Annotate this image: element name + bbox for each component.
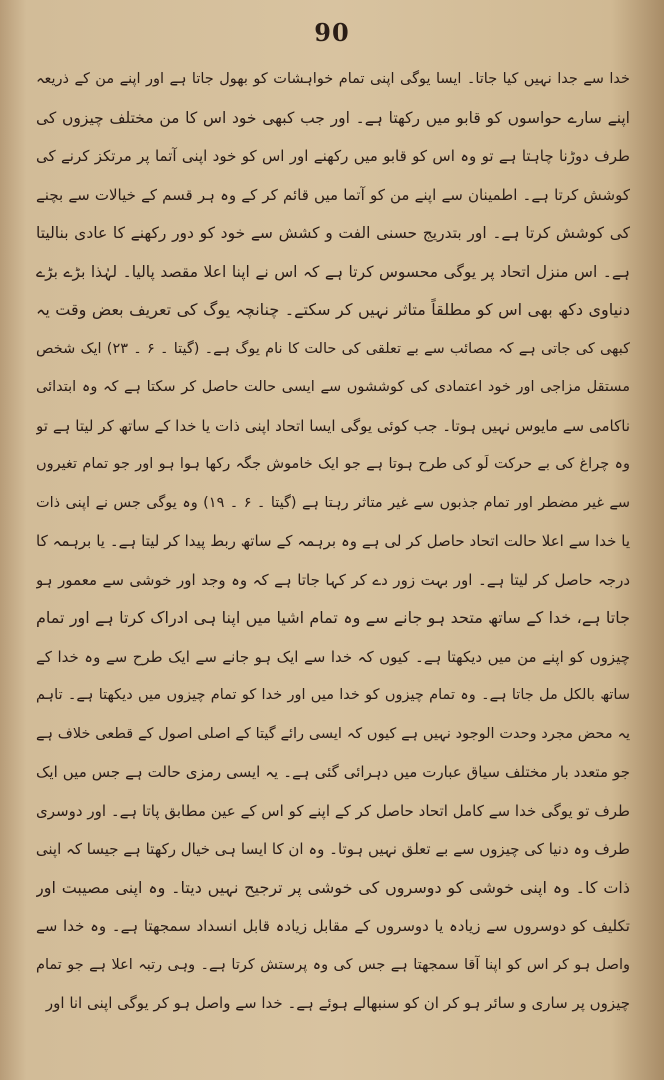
text-line: چیزوں کو اپنے من میں دیکھتا ہے۔ کیوں کہ خدا سے ایک ہو جانے سے ایک طرح سے وہ خدا کے xyxy=(36,647,630,666)
text-line: جاتا ہے، خدا کے ساتھ متحد ہو جانے سے وہ تمام اشیا میں اپنا ہی ادراک کرتا ہے اور تمام xyxy=(36,608,630,627)
text-line: وہ چراغ کی بے حرکت لَو کی طرح ہوتا ہے جو ایک خاموش جگہ رکھا ہوا ہو اور جو تمام تغیروں xyxy=(36,456,630,472)
page-number: 90 xyxy=(314,18,350,47)
text-line: چیزوں پر ساری و سائر ہو کر ان کو سنبھالے ہوئے ہے۔ خدا سے واصل ہو کر یوگی اپنی انا اور xyxy=(45,994,630,1012)
text-line: خدا سے جدا نہیں کیا جاتا۔ ایسا یوگی اپنی تمام خواہشات کو بھول جاتا ہے اور اپنے من کے ذریعہ xyxy=(36,71,630,87)
text-line: ناکامی سے مایوس نہیں ہوتا۔ جب کوئی یوگی ایسا اتحاد اپنی ذات یا خدا کے ساتھ کر لیتا ہے تو xyxy=(36,416,630,435)
text-line: واصل ہو کر اس کو اپنا آقا سمجھتا ہے جس کی وہ پرستش کرتا ہے۔ وہی رتبہ اعلا ہے جو تمام xyxy=(36,956,630,973)
text-line: درجہ حاصل کر لیتا ہے۔ اور بہت زور دے کر کہا جاتا ہے کہ وہ وجد اور خوشی سے معمور ہو xyxy=(36,570,630,589)
text-line: اپنے سارے حواسوں کو قابو میں رکھتا ہے۔ اور جب کبھی خود اس کا من مختلف چیزوں کی xyxy=(36,108,630,127)
text-line: طرف دوڑنا چاہتا ہے تو وہ اس کو قابو میں رکھنے اور اس کو خود اپنی آتما پر مرتکز کرنے کی xyxy=(36,147,630,165)
text-line: دنیاوی دکھ بھی اس کو مطلقاً متاثر نہیں کر سکتے۔ چنانچہ یوگ کی تعریف بعض وقت یہ xyxy=(36,300,630,319)
text-line: سے غیر مضطر اور تمام جذبوں سے غیر متاثر رہتا ہے (گیتا ۔ ۶ ۔ ۱۹) وہ یوگی جس نے اپنی ذات xyxy=(36,494,630,511)
text-line: ساتھ بالکل مل جاتا ہے۔ وہ تمام چیزوں کو خدا میں اور خدا کو تمام چیزوں میں دیکھتا ہے۔ تاہم xyxy=(36,687,630,703)
text-line: کبھی کی جاتی ہے کہ مصائب سے بے تعلقی کی حالت کا نام یوگ ہے۔ (گیتا ۔ ۶ ۔ ۲۳) ایک شخص xyxy=(36,340,630,357)
text-line: تکلیف کو دوسروں سے زیادہ یا دوسروں کے مقابل زیادہ قابل انسداد سمجھتا ہے۔ وہ خدا سے xyxy=(36,917,630,935)
text-line: ذات کا۔ وہ اپنی خوشی کو دوسروں کی خوشی پر ترجیح نہیں دیتا۔ وہ اپنی مصیبت اور xyxy=(36,877,630,897)
text-line: کی کوشش کرتا ہے۔ اور بتدریج حسنی الفت و کشش سے خود کو دور رکھنے کا عادی بنالیتا xyxy=(36,224,630,242)
text-line: یہ محض مجرد وحدت الوجود نہیں ہے کیوں کہ ایسی رائے گیتا کے اصلی اصول کے قطعی خلاف ہے xyxy=(36,725,630,742)
text-line: طرف وہ دنیا کی چیزوں سے بے تعلق نہیں ہوتا۔ وہ ان کا ایسا ہی خیال رکھتا ہے جیسا کہ اپنی xyxy=(36,840,630,858)
text-line: طرف تو یوگی خدا سے کامل اتحاد حاصل کر کے اپنے کو اس کے عین مطابق پاتا ہے۔ اور دوسری xyxy=(36,801,630,820)
text-line: مستقل مزاجی اور خود اعتمادی کی کوششوں سے ایسی حالت حاصل کر سکتا ہے کہ وہ ابتدائی xyxy=(36,379,630,395)
text-line: کوشش کرتا ہے۔ اطمینان سے اپنے من کو آتما میں قائم کر کے وہ ہر قسم کے خیالات سے بچنے xyxy=(36,185,630,204)
text-line: ہے۔ اس منزل اتحاد پر یوگی محسوس کرتا ہے کہ اس نے اپنا اعلا مقصد پالیا۔ لہٰذا بڑے بڑے xyxy=(36,262,630,281)
text-line: یا خدا سے اعلا حالت اتحاد حاصل کر لی ہے وہ برہمہ کے ساتھ ربط پیدا کر لیتا ہے۔ یا برہمہ کا xyxy=(36,532,630,550)
page-text-body xyxy=(36,60,630,1023)
text-line: جو متعدد بار مختلف سیاق عبارت میں دہرائی گئی ہے۔ یہ ایسی رمزی حالت ہے جس میں ایک xyxy=(36,763,630,781)
